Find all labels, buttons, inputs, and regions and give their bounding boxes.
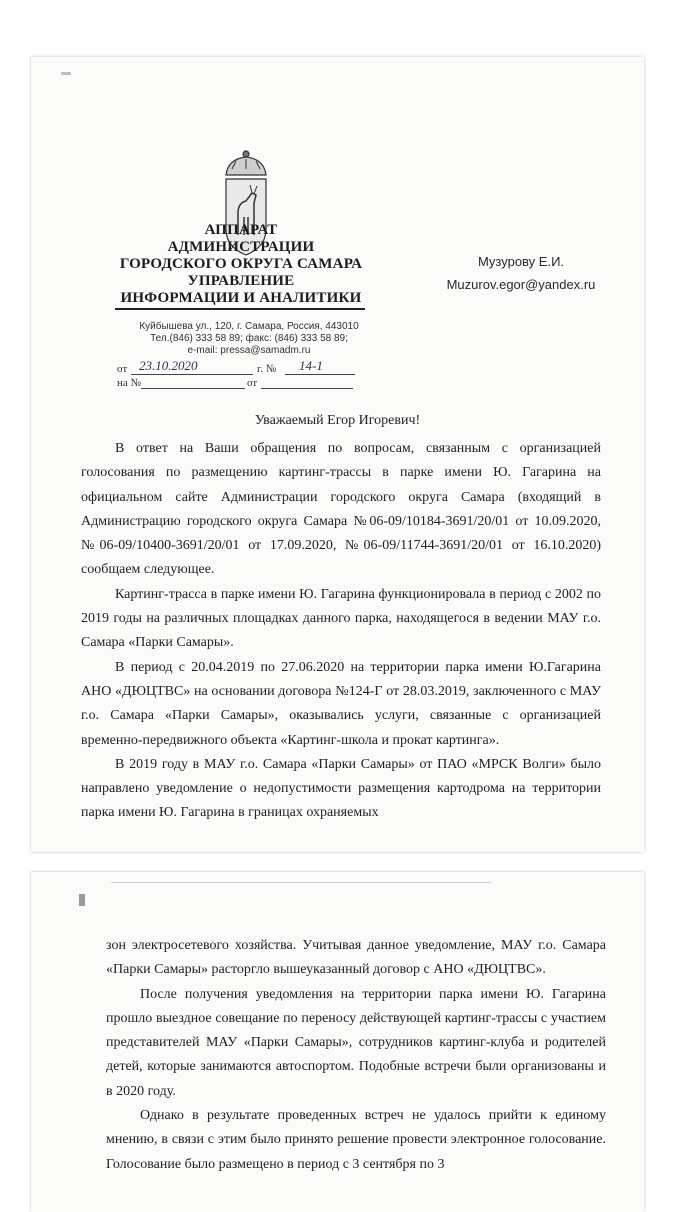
handwritten-number: 14-1 — [299, 358, 323, 373]
scan-artifact — [79, 894, 85, 906]
letter-body-page-2 — [106, 934, 606, 1177]
letterhead-divider — [115, 308, 365, 310]
body-paragraph: В период с 20.04.2019 по 27.06.2020 на территории парка имени Ю.Гагарина АНО «ДЮЦТВС» на основании договора №124-Г от 28.03.2019, заключенного с МАУ г.о. Самара «Парки Самары», оказывались услуги, связанные с организацией временно-передвижного объекта «Картинг-школа и прокат картинга». — [81, 659, 601, 748]
ref-on-label: на № — [117, 377, 142, 389]
org-line: АДМИНИСТРАЦИИ — [167, 239, 315, 255]
scan-artifact — [111, 882, 491, 883]
document-page-2 — [31, 872, 644, 1212]
ref-number-label: г. № — [257, 363, 277, 375]
letter-body-page-1 — [81, 437, 601, 826]
ref-on-from-label: от — [247, 377, 258, 389]
handwritten-date: 23.10.2020 — [139, 358, 198, 373]
recipient-block — [436, 250, 606, 296]
ref-from-label: от — [117, 363, 128, 375]
scan-artifact — [61, 72, 71, 75]
organization-address — [119, 321, 379, 357]
ref-on-date-field — [261, 375, 353, 389]
address-line: Тел.(846) 333 58 89; факс: (846) 333 58 89; — [150, 333, 348, 344]
body-paragraph: Картинг-трасса в парке имени Ю. Гагарина функционировала в период с 2002 по 2019 годы на различных площадках данного парка, находящегося в ведении МАУ г.о. Самара «Парки Самары». — [81, 586, 601, 651]
body-paragraph: Однако в результате проведенных встреч не удалось прийти к единому мнению, в связи с этим было принято решение провести электронное голосование. Голосование было размещено в период с 3 сентября по 3 — [106, 1108, 606, 1172]
organization-name-block — [111, 222, 371, 307]
address-line: Куйбышева ул., 120, г. Самара, Россия, 443010 — [139, 321, 359, 332]
body-paragraph: зон электросетевого хозяйства. Учитывая данное уведомление, МАУ г.о. Самара «Парки Самары» расторгло вышеуказанный договор с АНО «ДЮЦТВС». — [106, 938, 606, 978]
org-line: УПРАВЛЕНИЕ — [187, 273, 295, 289]
body-paragraph: В ответ на Ваши обращения по вопросам, связанным с организацией голосования по размещению картинг-трассы в парке имени Ю. Гагарина на официальном сайте Администрации городского округа Самара (входящий в Администрацию городского округа Самара №06-09/10184-3691/20/01 от 10.09.2020, №06-09/10400-3691/20/01 от 17.09.2020, №06-09/11744-3691/20/01 от 16.10.2020) сообщаем следующее. — [81, 441, 601, 578]
body-paragraph: В 2019 году в МАУ г.о. Самара «Парки Самары» от ПАО «МРСК Волги» было направлено уведомление о недопустимости размещения картодрома на территории парка имени Ю. Гагарина в границах охраняемых — [81, 756, 601, 821]
org-line: АППАРАТ — [204, 222, 278, 238]
recipient-email: Muzurov.egor@yandex.ru — [446, 277, 596, 292]
org-line: ГОРОДСКОГО ОКРУГА САМАРА — [119, 256, 363, 272]
org-line: ИНФОРМАЦИИ И АНАЛИТИКИ — [120, 290, 362, 306]
body-paragraph: После получения уведомления на территории парка имени Ю. Гагарина прошло выездное совещание по переносу действующей картинг-трассы с участием представителей МАУ «Парки Самары», сотрудников картинг-клуба и родителей детей, которые занимаются автоспортом. Подобные встречи были организованы и в 2020 году. — [106, 986, 606, 1099]
recipient-name: Музурову Е.И. — [477, 254, 565, 269]
address-line: e-mail: pressa@samadm.ru — [187, 345, 311, 356]
ref-on-field — [141, 375, 245, 389]
salutation: Уважаемый Егор Игоревич! — [254, 413, 421, 428]
document-page-1 — [31, 57, 644, 852]
